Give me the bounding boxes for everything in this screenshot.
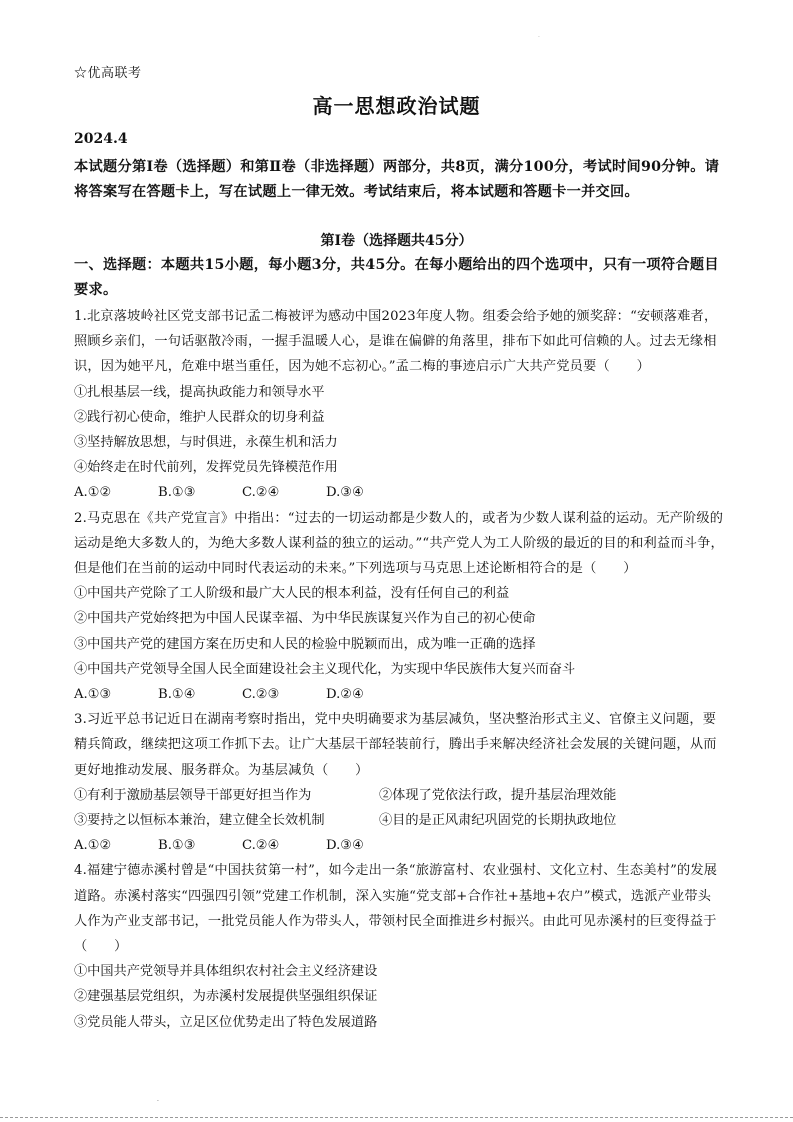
section-title: 第Ⅰ卷（选择题共45分） bbox=[320, 233, 473, 249]
question-option: ①中国共产党领导并具体组织农村社会主义经济建设 bbox=[74, 964, 378, 980]
page-title: 高一思想政治试题 bbox=[312, 94, 481, 118]
question-option: ①中国共产党除了工人阶级和最广大人民的根本利益，没有任何自己的利益 bbox=[74, 586, 510, 602]
question-option: ①有利于激励基层领导干部更好担当作为 bbox=[74, 787, 312, 803]
question-option: ③中国共产党的建国方案在历史和人民的检验中脱颖而出，成为唯一正确的选择 bbox=[74, 636, 536, 652]
choice-b: B.①③ bbox=[158, 485, 196, 501]
choice-d: D.③④ bbox=[326, 838, 364, 854]
question-option: ②建强基层党组织，为赤溪村发展提供坚强组织保证 bbox=[74, 989, 378, 1005]
choice-a: A.①③ bbox=[74, 687, 112, 703]
choice-c: C.②③ bbox=[242, 687, 280, 703]
choice-c: C.②④ bbox=[242, 838, 280, 854]
question-stem: 1.北京落坡岭社区党支部书记孟二梅被评为感动中国2023年度人物。组委会给予她的颁奖辞：“安顿落难者，照顾乡亲们，一句话驱散冷雨，一握手温暖人心，是谁在偏僻的角落里，排布下如此可信赖的人。过去无缘相识，因为她平凡，危难中堪当重任，因为她不忘初心。”孟二梅的事迹启示广大共产党员要（ ） bbox=[74, 309, 718, 375]
scan-dot: · bbox=[538, 34, 540, 41]
answer-choices bbox=[74, 833, 724, 858]
question-option: ④始终走在时代前列，发挥党员先锋模范作用 bbox=[74, 460, 338, 476]
exam-instructions: 本试题分第Ⅰ卷（选择题）和第Ⅱ卷（非选择题）两部分，共8页，满分100分，考试时间90分钟。请将答案写在答题卡上，写在试题上一律无效。考试结束后，将本试题和答题卡一并交回。 bbox=[74, 159, 720, 200]
question-option: ④目的是正风肃纪巩固党的长期执政地位 bbox=[379, 813, 617, 829]
part-title: 一、选择题：本题共15小题，每小题3分，共45分。在每小题给出的四个选项中，只有一项符合题目要求。 bbox=[74, 257, 719, 298]
question-option: ③党员能人带头，立足区位优势走出了特色发展道路 bbox=[74, 1014, 378, 1030]
question-stem: 2.马克思在《共产党宣言》中指出：“过去的一切运动都是少数人的，或者为少数人谋利益的运动。无产阶级的运动是绝大多数人的，为绝大多数人谋利益的独立的运动。”“共产党人为工人阶级的最近的目的和利益而斗争，但是他们在当前的运动中同时代表运动的未来。”下列选项与马克思上述论断相符合的是（ ） bbox=[74, 510, 724, 577]
question-list bbox=[74, 304, 724, 1035]
choice-a: A.①② bbox=[74, 838, 112, 854]
answer-choices bbox=[74, 682, 724, 707]
question-1 bbox=[74, 304, 724, 506]
choice-d: D.②④ bbox=[326, 687, 364, 703]
question-stem: 4.福建宁德赤溪村曾是“中国扶贫第一村”，如今走出一条“旅游富村、农业强村、文化立村、生态美村”的发展道路。赤溪村落实“四强四引领”党建工作机制，深入实施“党支部+合作社+基地+农户”模式，选派产业带头人作为产业支部书记，一批党员能人作为带头人，带领村民全面推进乡村振兴。由此可见赤溪村的巨变得益于（ ） bbox=[74, 863, 718, 955]
question-option: ③坚持解放思想，与时俱进，永葆生机和活力 bbox=[74, 435, 338, 451]
question-option: ①扎根基层一线，提高执政能力和领导水平 bbox=[74, 384, 325, 400]
question-option: ④中国共产党领导全国人民全面建设社会主义现代化，为实现中华民族伟大复兴而奋斗 bbox=[74, 661, 576, 677]
page-divider bbox=[0, 1117, 793, 1119]
question-option: ②中国共产党始终把为中国人民谋幸福、为中华民族谋复兴作为自己的初心使命 bbox=[74, 611, 536, 627]
choice-d: D.③④ bbox=[326, 485, 364, 501]
answer-choices bbox=[74, 480, 724, 505]
exam-source-tag: ☆优高联考 bbox=[74, 66, 142, 81]
question-3 bbox=[74, 707, 724, 858]
option-row bbox=[74, 808, 724, 833]
choice-c: C.②④ bbox=[242, 485, 280, 501]
scan-dot: · bbox=[157, 1098, 159, 1105]
option-row bbox=[74, 783, 724, 808]
exam-date: 2024.4 bbox=[74, 131, 128, 147]
choice-b: B.①③ bbox=[158, 838, 196, 854]
question-2 bbox=[74, 506, 724, 708]
question-4 bbox=[74, 858, 724, 1034]
question-option: ②践行初心使命，维护人民群众的切身利益 bbox=[74, 409, 325, 425]
question-option: ②体现了党依法行政，提升基层治理效能 bbox=[379, 787, 617, 803]
choice-b: B.①④ bbox=[158, 687, 196, 703]
question-option: ③要持之以恒标本兼治，建立健全长效机制 bbox=[74, 813, 325, 829]
question-stem: 3.习近平总书记近日在湖南考察时指出，党中央明确要求为基层减负，坚决整治形式主义、官僚主义问题，要精兵简政，继续把这项工作抓下去。让广大基层干部轻装前行，腾出手来解决经济社会发展的关键问题，从而更好地推动发展、服务群众。为基层减负（ ） bbox=[74, 712, 717, 778]
choice-a: A.①② bbox=[74, 485, 112, 501]
